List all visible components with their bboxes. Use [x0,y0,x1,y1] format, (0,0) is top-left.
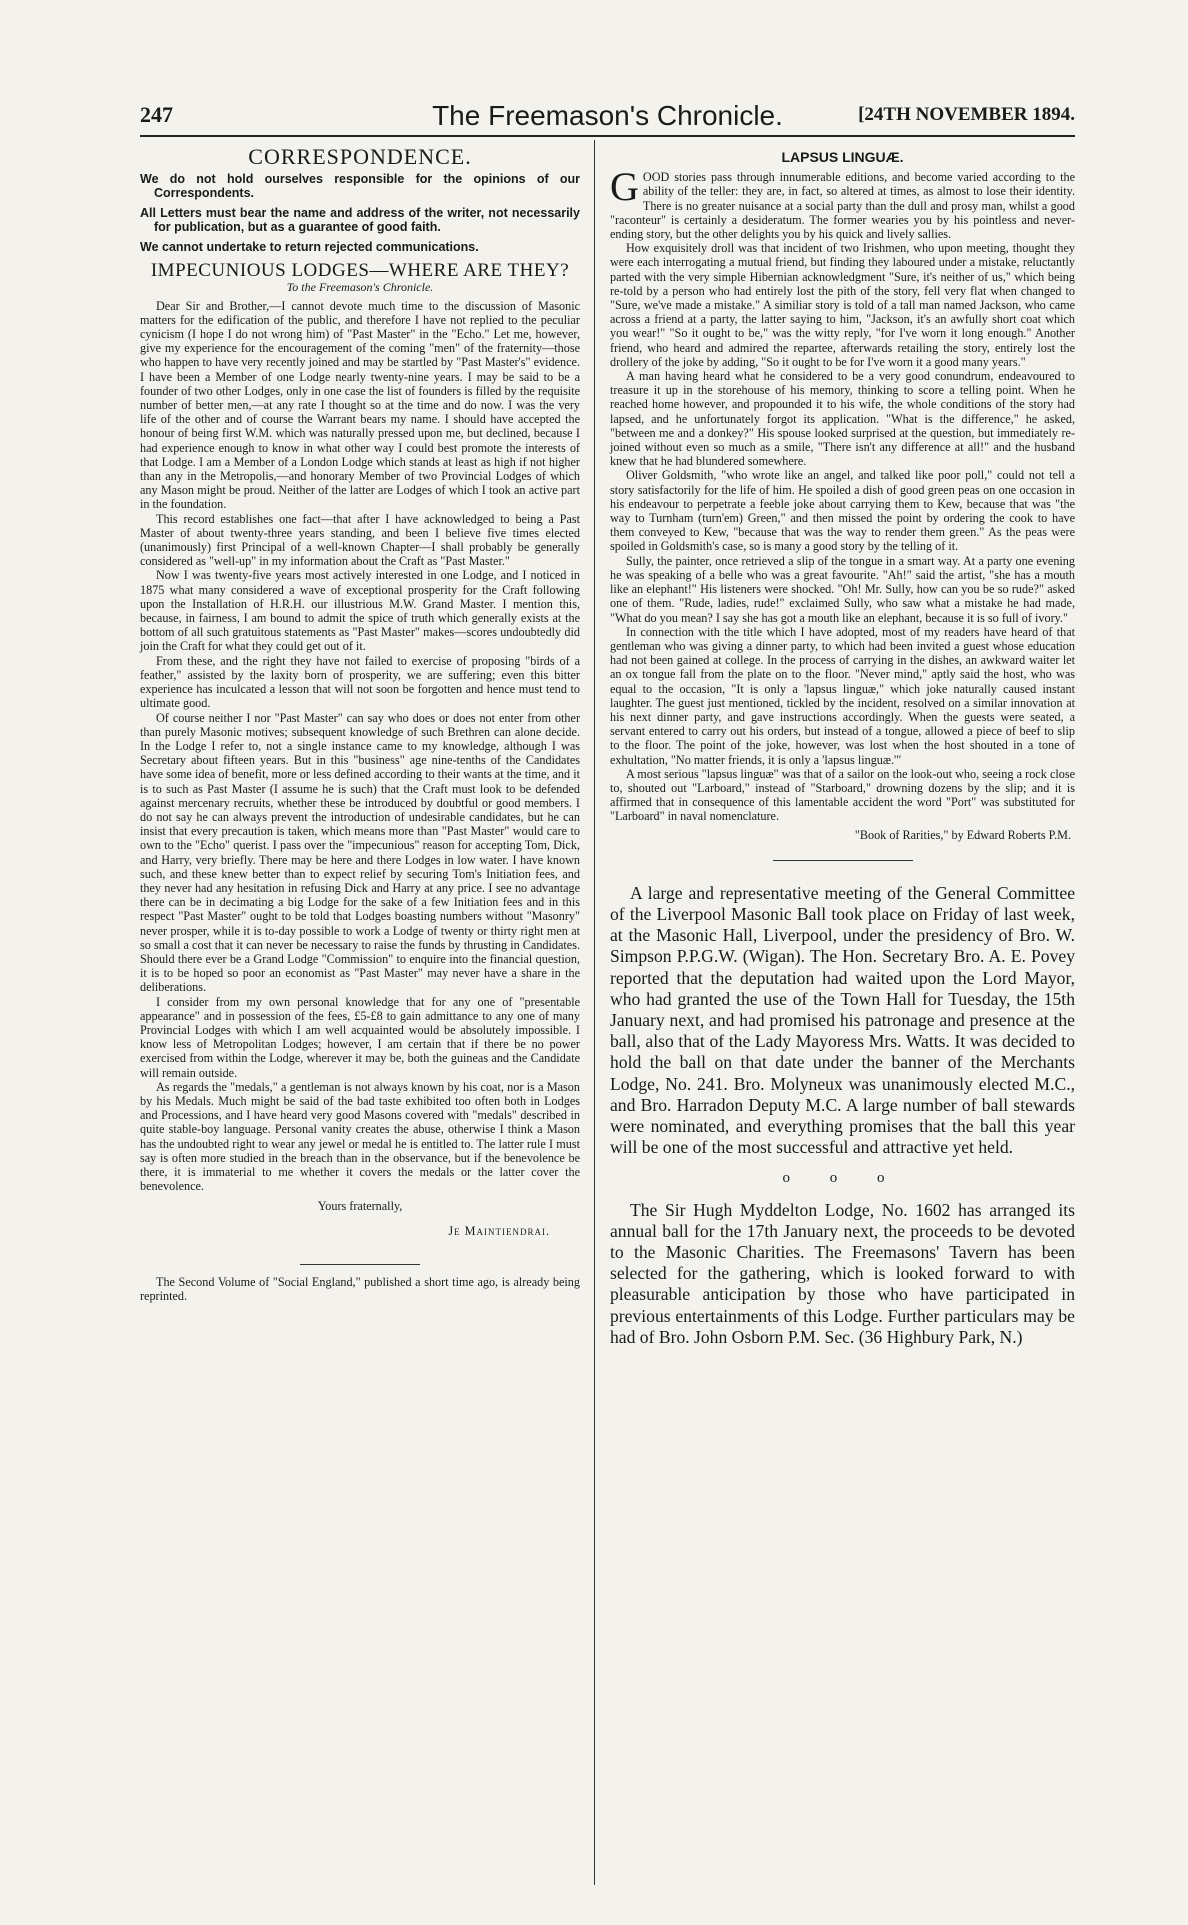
footnote-paragraph: The Second Volume of "Social England," published a short time ago, is already being reprinted. [140,1274,580,1304]
correspondence-heading: CORRESPONDENCE. [248,144,472,169]
letter-signature: Je Maintiendrai. [448,1223,550,1238]
news-section [610,883,1075,1348]
article-paragraph: A most serious "lapsus linguæ" was that of a sailor on the look-out who, seeing a rock close to, shouted out "Larboard," instead of "Starboard," drowning dozens by the slip; and it is affirmed that in consequence of this lamentable accident the word "Port" was substituted for "Larboard" in naval nomenclature. [610,766,1075,824]
news-paragraph: A large and representative meeting of the General Committee of the Liverpool Masonic Ball took place on Friday of last week, at the Masonic Hall, Liverpool, under the presidency of Bro. W. Simpson P.P.G.W. (Wigan). The Hon. Secretary Bro. A. E. Povey reported that the deputation had waited upon the Lord Mayor, who had granted the use of the Town Hall for Tuesday, the 15th January next, and had promised his patronage and presence at the ball, also that of the Lady Mayoress Mrs. Watts. It was decided to hold the ball on that date under the banner of the Merchants Lodge, No. 241. Bro. Molyneux was unanimously elected M.C., and Bro. Harradon Deputy M.C. A large number of ball stewards were nominated, and everything promises that the ball this year will be one of the most successful and attractive yet held. [610,882,1075,1158]
article-paragraph: Sully, the painter, once retrieved a slip of the tongue in a smart way. At a party one evening he was speaking of a belle who was a great favourite. "Ah!" said the artist, "she has a mouth like an elephant!" His listeners were shocked. "Oh! Mr. Sully, how can you be so rude?" asked one of them. "Rude, ladies, rude!" exclaimed Sully, who saw what a mistake he had made, "What do you mean? I say she has got a mouth like an elephant, because it is so full of ivory." [610,553,1075,625]
lapsus-heading: LAPSUS LINGUÆ. [781,149,904,165]
letter-paragraph: This record establishes one fact—that after I have acknowledged to being a Past Master of about twenty-three years standing, and been I believe five times elected (unanimously) first Principal of a well-known Chapter—I shall probably be generally considered as "well-up" in my information about the Craft as "Past Master." [140,511,580,569]
section-rule [773,860,913,861]
news-paragraph: The Sir Hugh Myddelton Lodge, No. 1602 has arranged its annual ball for the 17th January next, the proceeds to be devoted to the Masonic Charities. The Freemasons' Tavern has been selected for the gathering, which is looked forward to with pleasurable anticipation by those who have participated in previous entertainments of this Lodge. Further particulars may be had of Bro. John Osborn P.M. Sec. (36 Highbury Park, N.) [610,1199,1075,1347]
issue-date: [24TH NOVEMBER 1894. [858,104,1075,125]
article-lead-text: OOD stories pass through innumerable editions, and become varied according to the ability of the teller: they are, in fact, so altered at times, as almost to lose their identity. There is no greater nuisance at a social party than the dull and prosy man, whilst a good "raconteur" is certainly a desideratum. The former wearies you by his pointless and never-ending story, but the other delights you by his quick and lively sallies. [610,170,1075,242]
page-number: 247 [140,102,173,127]
letter-addressee: To the Freemason's Chronicle. [286,280,434,295]
letter-paragraph: Now I was twenty-five years most actively interested in one Lodge, and I noticed in 1875 what many considered a wave of exceptional prosperity for the Craft following upon the Installation of H.R.H. our illustrious M.W. Grand Master. I mention this, because, in fairness, I am bound to admit the spice of truth which generally exists at the bottom of all such gratuitous statements as "Past Master" makes—scores undoubtedly did join the Craft for what they could get out of it. [140,568,580,654]
letter-signoff: Yours fraternally, [317,1199,403,1214]
article-paragraph: Oliver Goldsmith, "who wrote like an angel, and talked like poor poll," could not tell a story satisfactorily for the life of him. He spoiled a dish of good green peas on one occasion in his endeavour to perpetrate a feeble joke about carrying them to Kew, because that was "the way to Turnham (turn'em) Green," and then missed the point by ordering the cook to have them conveyed to Kew, "because that was the way to render them green." As the peas were spoiled in Goldsmith's case, so is many a good story by the telling of it. [610,468,1075,554]
notice: We do not hold ourselves responsible for the opinions of our Correspondents. [140,172,580,201]
paper-title: The Freemason's Chronicle. [432,100,783,131]
letter-paragraph: From these, and the right they have not failed to exercise of proposing "birds of a feather," assisted by the laxity born of prosperity, we are suffering; even this bitter experience has inculcated a lesson that will not soon be forgotten and hence must tend to ultimate good. [140,653,580,711]
article-paragraph [610,164,1075,242]
article-credit: "Book of Rarities," by Edward Roberts P.M. [854,827,1071,842]
right-column [610,150,1075,1348]
left-column [140,144,580,1304]
letter-paragraph: Dear Sir and Brother,—I cannot devote much time to the discussion of Masonic matters for the edification of the public, and therefore I have not replied to the peculiar cynicism (I hope I do not wrong him) of "Past Master" in the "Echo." Let me, however, give my experience for the encouragement of the coming "men" of the fraternity—those who happen to have very recently joined and may be startled by "Past Master's" evidence. I have been a Member of one Lodge nearly twenty-nine years. I may be said to be a founder of two other Lodges, only in one case the list of founders is filled by the requisite number of better men,—at any rate I thought so at the time and do now. I was the very life of the other and of course the Warrant bears my name. I should have accepted the honour of being first W.M. which was naturally pressed upon me, but declined, because I had experience enough to know in what other way I could best promote the interests of that Lodge. I am a Member of a London Lodge which stands at least as high if not higher than any in the Metropolis,—and honorary Member of two Provincial Lodges of which any Mason might be proud. Neither of the latter are Lodges of which I took an active part in the foundation. [140,298,580,512]
drop-cap: G [610,164,639,210]
letter-title: IMPECUNIOUS LODGES—WHERE ARE THEY? [150,260,570,282]
article-paragraph: How exquisitely droll was that incident of two Irishmen, who upon meeting, thought they were each interrogating a mutual friend, but finding they laboured under a mistake, reluctantly parted with the very simple Hibernian acknowledgment "Sure, it's neither of us," which being re-told by a person who had entirely lost the pith of the story, fell very flat when changed to "Sure, we've made a mistake." A similiar story is told of a tall man named Jackson, who came across a friend at a party, the latter saying to him, "Jackson, it's an awfully short coat which you wear!" "So it ought to be," was the witty reply, "for I've worn it long enough." Another friend, who heard and admired the repartee, afterwards retailing the story, entirely lost the drollery of the joke by adding, "So it ought to be for I've worn it a good many years." [610,241,1075,369]
section-rule [300,1264,420,1265]
page-header [140,100,1075,136]
notice: All Letters must bear the name and address of the writer, not necessarily for publication, but as a guarantee of good faith. [140,206,580,235]
letter-paragraph: I consider from my own personal knowledge that for any one of "presentable appearance" and in possession of the fees, £5-£8 to gain admittance to any one of many Provincial Lodges with which I am well acquainted would be absolutely impossible. I know less of Metropolitan Lodges; however, I am certain that if there be no power exercised from within the Lodge, wherever it may be, both the guineas and the Candidate will remain outside. [140,994,580,1080]
column-divider [594,140,595,1885]
letter-paragraph: Of course neither I nor "Past Master" can say who does or does not enter from other than purely Masonic motives; subsequent knowledge of such Brethren can alone decide. In the Lodge I refer to, not a single instance came to my knowledge, although I was Secretary about fifteen years. But in this "business" age nine-tenths of the Candidates have some idea of benefit, more or less defined according to their wants at the time, and it is to such as Past Master (I assume he is such) that the Craft must look to be defended against mercenary recruits, whether these be introduced by doubtful or good members. I do not say he can always prevent the introduction of undesirable candidates, but he can insist that every precaution is taken, which means more than "Past Master" would care to own to the "Echo" querist. I pass over the "impecunious" reason for accepting Tom, Dick, and Harry, very briefly. There may be here and there Lodges in low water. I have known such, and these knew better than to expect relief by securing Tom's Initiation fees, and they never had any hesitation in refusing Dick and Harry at any price. I see no advantage there can be in decimating a big Lodge for the sake of a few Initiation fees and in this respect "Past Master" ought to be told that Lodges boasting numbers without "Masonry" never prosper, while it is to-day possible to work a Lodge of twenty or thirty right men at so small a cost that it can never be necessary to raise the funds by thrusting in Candidates. Should there ever be a Grand Lodge "Commission" to enquire into the financial question, it is to be hoped so poor an economist as "Past Master" may never have a share in the deliberations. [140,710,580,995]
header-rule [140,135,1075,137]
notice: We cannot undertake to return rejected communications. [140,240,479,255]
article-paragraph: In connection with the title which I have adopted, most of my readers have heard of that gentleman who was giving a dinner party, to which had been invited a guest whose education had not been gained at college. In the process of carrying in the dishes, an awkward waiter let an ox tongue fall from the plate on to the floor. "Never mind," aptly said the host, who was equal to the occasion, "It is only a 'lapsus linguæ," which joke naturally caused instant laughter. The guest just mentioned, tickled by the incident, resolved on a similar innovation at his next dinner party, and gave instructions accordingly. When the guests were seated, a servant entered to carry out his orders, but instead of a tongue, allowed a piece of beef to slip to the floor. The point of the joke, however, was lost when the host shouted in a tone of exhultation, "No matter friends, it is only a 'lapsus linguæ.'" [610,624,1075,767]
article-paragraph: A man having heard what he considered to be a very good conundrum, endeavoured to treasure it up in the storehouse of his memory, thinking to score a telling point. When he reached home however, and propounded it to his wife, the whole conditions of the story had lapsed, and he unfortunately forgot its application. "What is the difference," he asked, "between me and a donkey?" His spouse looked surprised at the question, but immediately re-joined without even so much as a smile, "There isn't any difference at all!" and the husband knew that he had blundered somewhere. [610,369,1075,469]
news-separator: o o o [782,1170,903,1187]
letter-paragraph: As regards the "medals," a gentleman is not always known by his coat, nor is a Mason by his Medals. Much might be said of the bad taste exhibited too often both in Lodges and Processions, and I have heard very good Masons covered with "medals" described in quite stable-boy language. Personal vanity creates the abuse, otherwise I think a Mason has the undoubted right to wear any jewel or medal he is entitled to. The latter rule I must say is often more studied in the breach than in the observance, but if the benevolence be there, it is immaterial to me whether it covers the medals or the latter cover the benevolence. [140,1079,580,1194]
